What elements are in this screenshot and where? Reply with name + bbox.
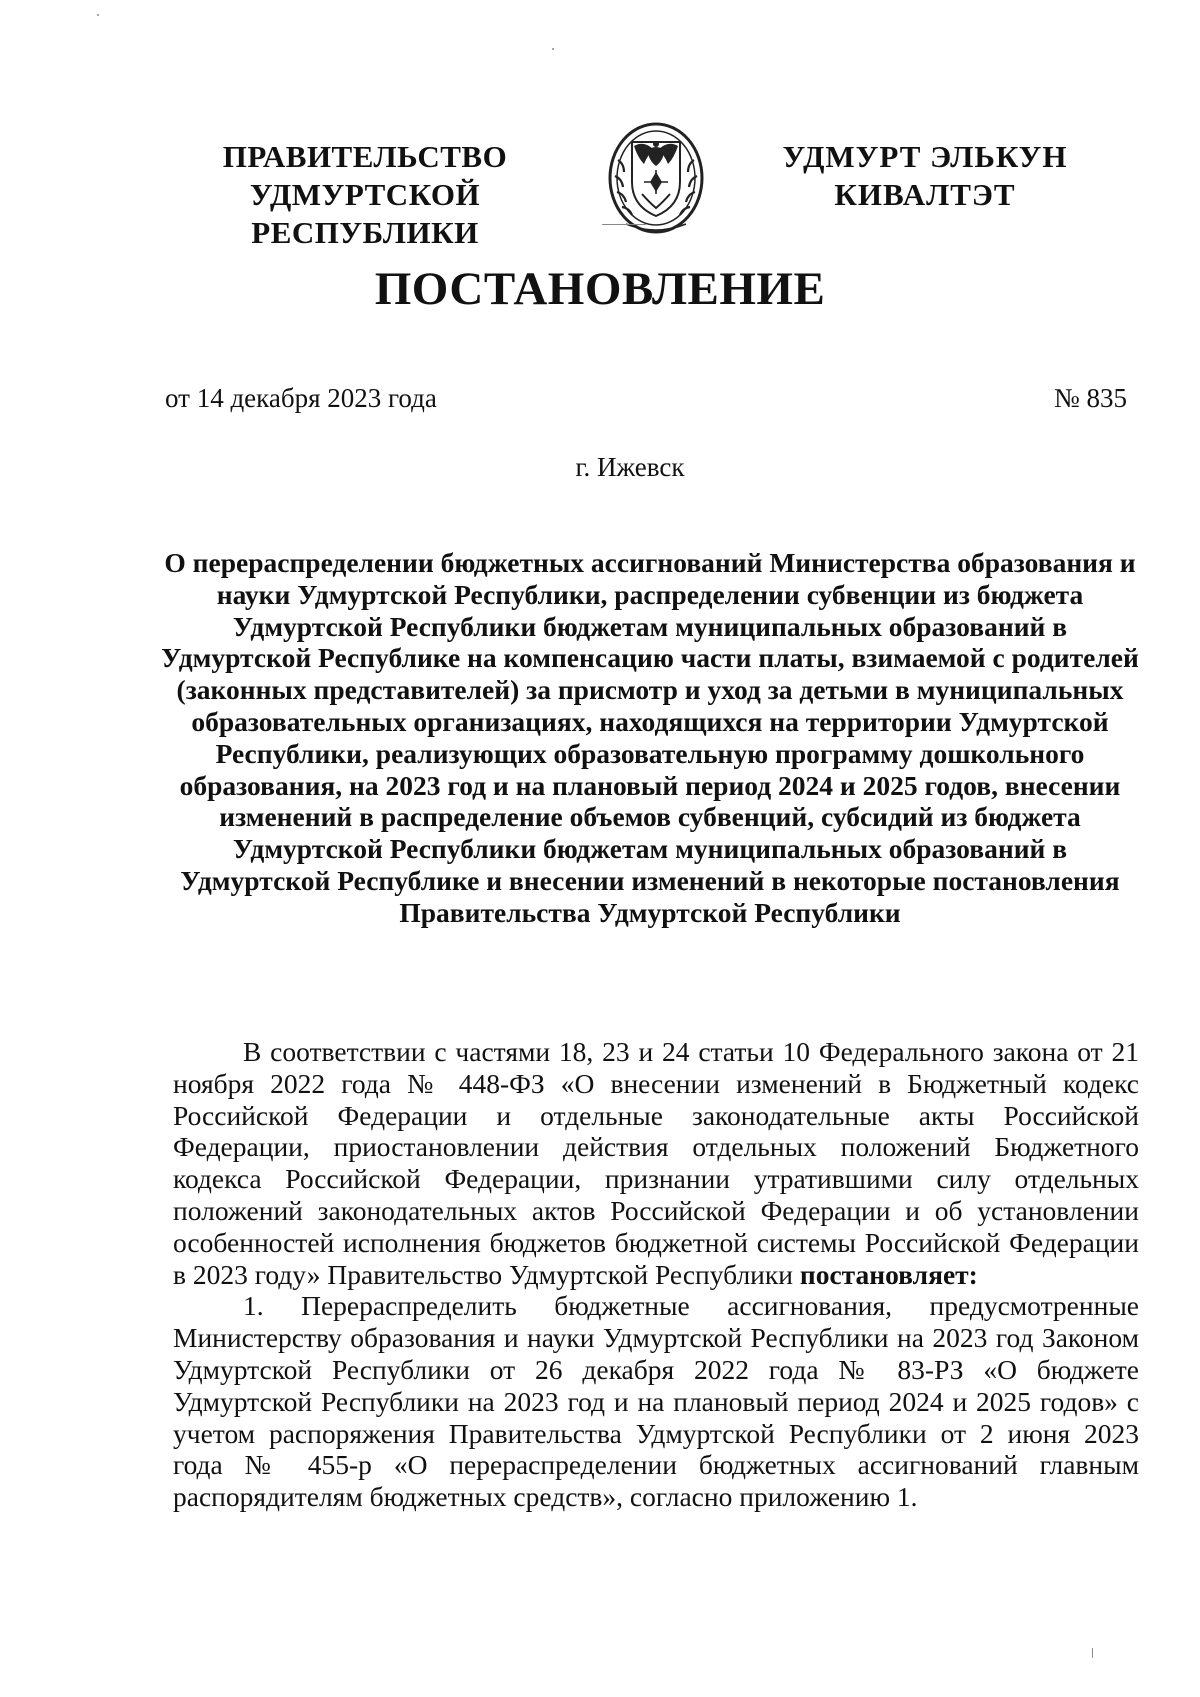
document-city: г. Ижевск xyxy=(575,452,685,482)
resolution-keyword: постановляет: xyxy=(799,1258,978,1290)
udmurt-coat-of-arms-icon xyxy=(604,120,708,240)
letterhead-udmurt xyxy=(775,138,1075,214)
letterhead-russian-line2: УДМУРТСКОЙ РЕСПУБЛИКИ xyxy=(249,177,481,250)
body-paragraph-item-1: 1. Перераспределить бюджетные ассигнования, предусмотренные Министерству образования и науки Удмуртской Республики на 2023 год Законом Удмуртской Республики от 26 декабря 2022 года № 83-РЗ «О бюджете Удмуртской Республики на 2023 год и на плановый период 2024 и 2025 годов» с учетом распоряжения Правительства Удмуртской Республики от 2 июня 2023 года № 455-р «О перераспределении бюджетных ассигнований главным распорядителям бюджетных средств», согласно приложению 1. xyxy=(173,1290,1139,1513)
scan-speck xyxy=(97,14,99,16)
scan-speck xyxy=(552,48,554,50)
preamble-text: В соответствии с частями 18, 23 и 24 статьи 10 Федерального закона от 21 ноября 2022 года № 448-ФЗ «О внесении изменений в Бюджетный кодекс Российской Федерации и отдельные законодательные акты Российской Федерации, приостановлении действия отдельных положений Бюджетного кодекса Российской Федерации, признании утратившими силу отдельных положений законодательных актов Российской Федерации и об установлении особенностей исполнения бюджетов бюджетной системы Российской Федерации в 2023 году» Правительство Удмуртской Республики xyxy=(173,1036,1139,1290)
letterhead-russian-line1: ПРАВИТЕЛЬСТВО xyxy=(222,139,508,174)
scan-speck xyxy=(602,224,646,225)
letterhead xyxy=(0,138,1200,248)
document-number: № 835 xyxy=(1053,383,1127,413)
letterhead-russian xyxy=(150,138,580,252)
letterhead-udmurt-line1: УДМУРТ ЭЛЬКУН xyxy=(782,139,1068,174)
scan-speck xyxy=(1092,1648,1093,1658)
document-body xyxy=(173,1036,1139,1513)
document-type-title: ПОСТАНОВЛЕНИЕ xyxy=(374,263,826,315)
body-paragraph-preamble xyxy=(173,1036,1139,1290)
letterhead-udmurt-line2: КИВАЛТЭТ xyxy=(834,177,1016,212)
document-date: от 14 декабря 2023 года xyxy=(165,383,437,413)
document-subject: О перераспределении бюджетных ассигнований Министерства образования и науки Удмуртской Республики, распределении субвенции из бюджета Удмуртской Республики бюджетам муниципальных образований в Удмуртской Республике на компенсацию части платы, взимаемой с родителей (законных представителей) за присмотр и уход за детьми в муниципальных образовательных организациях, находящихся на территории Удмуртской Республики, реализующих образовательную программу дошкольного образования, на 2023 год и на плановый период 2024 и 2025 годов, внесении изменений в распределение объемов субвенций, субсидий из бюджета Удмуртской Республики бюджетам муниципальных образований в Удмуртской Республике и внесении изменений в некоторые постановления Правительства Удмуртской Республики xyxy=(161,547,1139,928)
date-number-line xyxy=(165,383,1127,417)
